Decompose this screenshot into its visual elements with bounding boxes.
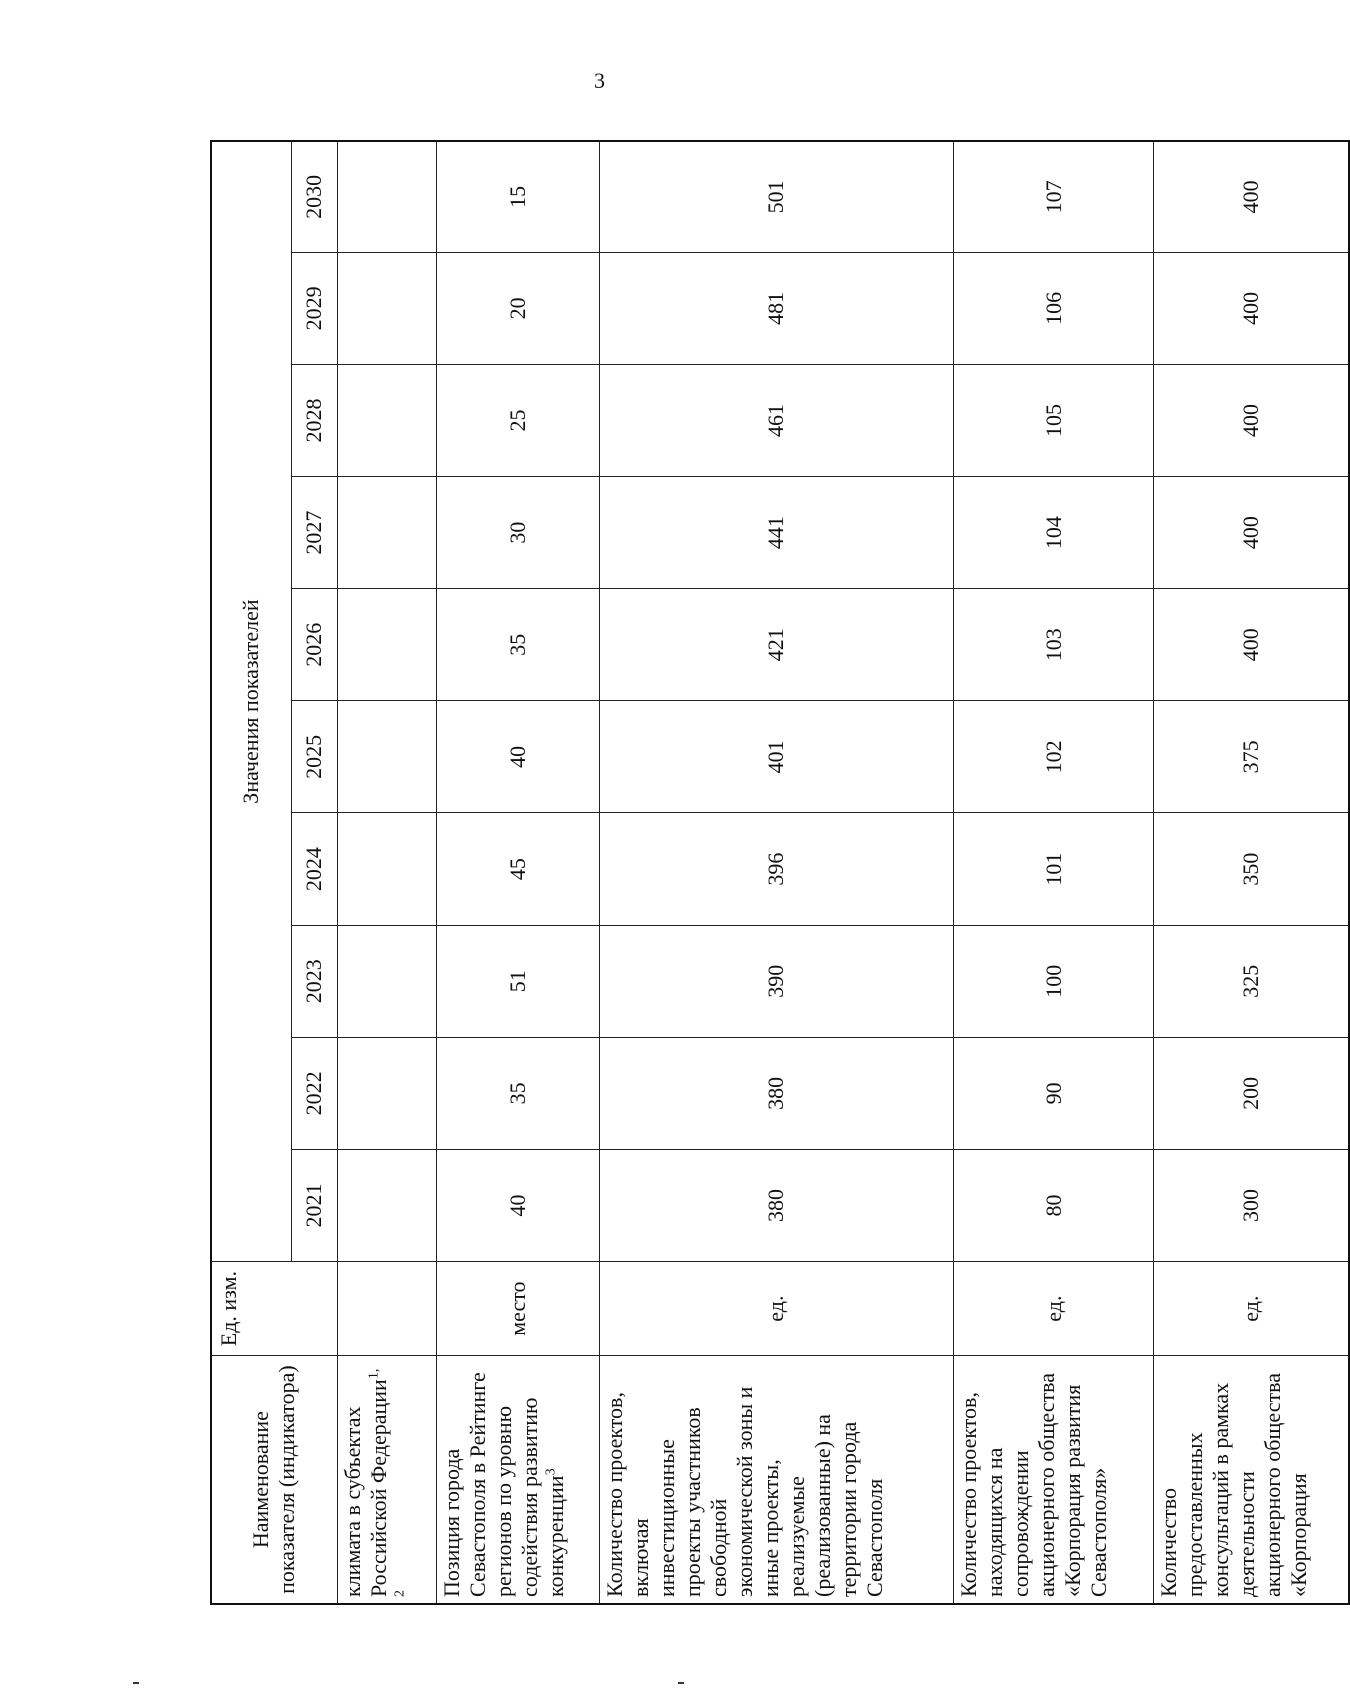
value-cell: 441 (599, 477, 953, 589)
header-year: 2030 (291, 141, 337, 252)
value-cell: 106 (954, 252, 1154, 364)
value-cell: 105 (954, 364, 1154, 476)
value-cell (337, 477, 436, 589)
table-row (337, 141, 436, 1604)
value-cell: 461 (599, 364, 953, 476)
indicator-unit: ед. (599, 1262, 953, 1356)
value-cell: 401 (599, 701, 953, 813)
value-cell: 400 (1153, 477, 1349, 589)
header-values-group: Значения показателей (211, 141, 291, 1262)
value-cell: 35 (436, 589, 599, 701)
value-cell (337, 701, 436, 813)
value-cell (337, 589, 436, 701)
value-cell: 101 (954, 813, 1154, 925)
header-indicator-name: Наименование показателя (индикатора) (211, 1356, 337, 1604)
indicator-name-text: Позиция города Севастополя в Рейтинге регионов по уровню содействия развитию конкуренции (438, 1372, 568, 1597)
indicator-name (954, 1356, 1154, 1604)
table-row (1153, 141, 1349, 1604)
value-cell: 20 (436, 252, 599, 364)
indicator-unit (337, 1262, 436, 1356)
value-cell (337, 141, 436, 252)
indicator-name (1153, 1356, 1349, 1604)
value-cell: 400 (1153, 141, 1349, 252)
value-cell: 396 (599, 813, 953, 925)
header-year: 2029 (291, 252, 337, 364)
scan-mark (133, 1682, 139, 1684)
indicator-name-text: климата в субъектах Российской Федерации (339, 1379, 391, 1597)
value-cell: 40 (436, 701, 599, 813)
value-cell (337, 1037, 436, 1149)
indicator-name (337, 1356, 436, 1604)
header-year: 2028 (291, 364, 337, 476)
value-cell: 390 (599, 925, 953, 1037)
header-year: 2023 (291, 925, 337, 1037)
header-year: 2026 (291, 589, 337, 701)
value-cell: 400 (1153, 364, 1349, 476)
value-cell: 40 (436, 1149, 599, 1261)
footnote-ref: 1, 2 (366, 1368, 408, 1597)
indicator-name-text: Количество предоставленных консультаций в рамках деятельности акционерного общества «Корпорация (1155, 1373, 1311, 1597)
value-cell: 380 (599, 1037, 953, 1149)
value-cell (337, 925, 436, 1037)
indicator-name (436, 1356, 599, 1604)
indicator-unit: ед. (954, 1262, 1154, 1356)
indicator-unit: место (436, 1262, 599, 1356)
value-cell: 80 (954, 1149, 1154, 1261)
value-cell: 375 (1153, 701, 1349, 813)
value-cell: 421 (599, 589, 953, 701)
indicator-unit: ед. (1153, 1262, 1349, 1356)
footnote-ref: 3 (543, 1468, 559, 1476)
value-cell (337, 813, 436, 925)
indicator-name-text: Количество проектов, включая инвестиционные проекты участников свободной экономической зоны и иные проекты, реализуемые (реализованные) на территории города Севастополя (601, 1386, 887, 1597)
header-unit: Ед. изм. (211, 1262, 337, 1356)
value-cell: 35 (436, 1037, 599, 1149)
value-cell: 200 (1153, 1037, 1349, 1149)
page-number: 3 (594, 68, 605, 93)
header-row-group (211, 141, 291, 1604)
header-year: 2021 (291, 1149, 337, 1261)
value-cell: 300 (1153, 1149, 1349, 1261)
indicator-name (599, 1356, 953, 1604)
value-cell: 400 (1153, 589, 1349, 701)
value-cell: 102 (954, 701, 1154, 813)
table-row (954, 141, 1154, 1604)
value-cell: 400 (1153, 252, 1349, 364)
header-year: 2024 (291, 813, 337, 925)
indicators-table (210, 140, 1350, 1605)
value-cell: 350 (1153, 813, 1349, 925)
value-cell: 45 (436, 813, 599, 925)
value-cell: 104 (954, 477, 1154, 589)
table-row (599, 141, 953, 1604)
scan-mark (678, 1682, 684, 1684)
value-cell: 15 (436, 141, 599, 252)
value-cell: 100 (954, 925, 1154, 1037)
indicator-name-text: Количество проектов, находящихся на сопровождении акционерного общества «Корпорация развития Севастополя» (956, 1373, 1112, 1597)
value-cell: 51 (436, 925, 599, 1037)
value-cell: 380 (599, 1149, 953, 1261)
value-cell (337, 364, 436, 476)
header-year: 2022 (291, 1037, 337, 1149)
value-cell: 481 (599, 252, 953, 364)
value-cell: 103 (954, 589, 1154, 701)
table-row (436, 141, 599, 1604)
value-cell: 25 (436, 364, 599, 476)
value-cell (337, 1149, 436, 1261)
header-year: 2025 (291, 701, 337, 813)
rotated-table-container (210, 140, 1350, 1605)
value-cell (337, 252, 436, 364)
value-cell: 90 (954, 1037, 1154, 1149)
value-cell: 501 (599, 141, 953, 252)
header-year: 2027 (291, 477, 337, 589)
value-cell: 325 (1153, 925, 1349, 1037)
value-cell: 107 (954, 141, 1154, 252)
value-cell: 30 (436, 477, 599, 589)
